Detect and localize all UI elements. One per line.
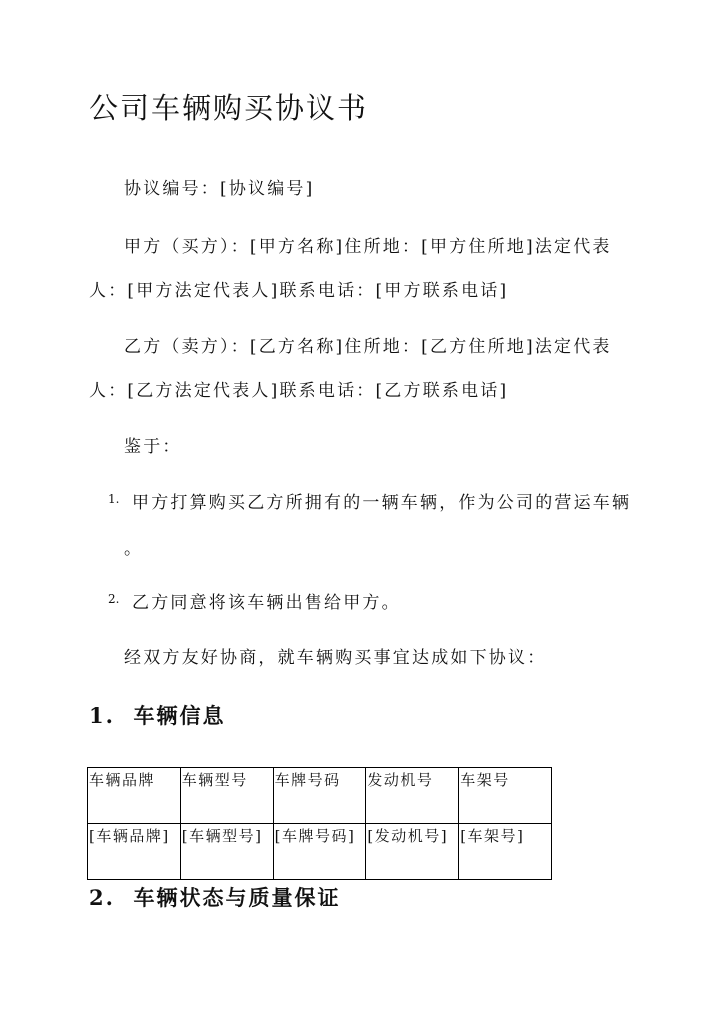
table-cell: [车辆型号]: [180, 824, 273, 880]
table-header-row: [88, 768, 552, 824]
party-a-line-2: 人：[甲方法定代表人]联系电话：[甲方联系电话]: [89, 281, 509, 301]
section-heading-vehicle-info: 1. 车辆信息: [89, 703, 226, 728]
section-heading-vehicle-condition: 2. 车辆状态与质量保证: [89, 885, 341, 910]
table-row: [88, 824, 552, 880]
table-cell: [发动机号]: [366, 824, 459, 880]
whereas-label: 鉴于：: [124, 437, 182, 457]
list-item-continuation: 。: [124, 539, 144, 559]
table-header-cell: 车牌号码: [273, 768, 366, 824]
table-header-cell: 车辆品牌: [88, 768, 181, 824]
list-item-number: 1.: [108, 492, 120, 506]
table-header-cell: 车辆型号: [180, 768, 273, 824]
list-item-text: 甲方打算购买乙方所拥有的一辆车辆，作为公司的营运车辆: [132, 493, 632, 513]
list-item-text: 乙方同意将该车辆出售给甲方。: [132, 593, 401, 613]
table-header-cell: 车架号: [459, 768, 552, 824]
party-b-line-1: 乙方（卖方）：[乙方名称]住所地：[乙方住所地]法定代表: [124, 337, 612, 357]
table-cell: [车牌号码]: [273, 824, 366, 880]
table-cell: [车辆品牌]: [88, 824, 181, 880]
consensus-paragraph: 经双方友好协商，就车辆购买事宜达成如下协议：: [124, 648, 547, 668]
table-header-cell: 发动机号: [366, 768, 459, 824]
party-b-line-2: 人：[乙方法定代表人]联系电话：[乙方联系电话]: [89, 381, 509, 401]
document-title: 公司车辆购买协议书: [89, 91, 369, 125]
list-item-number: 2.: [108, 592, 120, 606]
table-cell: [车架号]: [459, 824, 552, 880]
vehicle-info-table: [87, 767, 552, 880]
party-a-line-1: 甲方（买方）：[甲方名称]住所地：[甲方住所地]法定代表: [124, 237, 612, 257]
agreement-number: 协议编号：[协议编号]: [124, 179, 315, 199]
